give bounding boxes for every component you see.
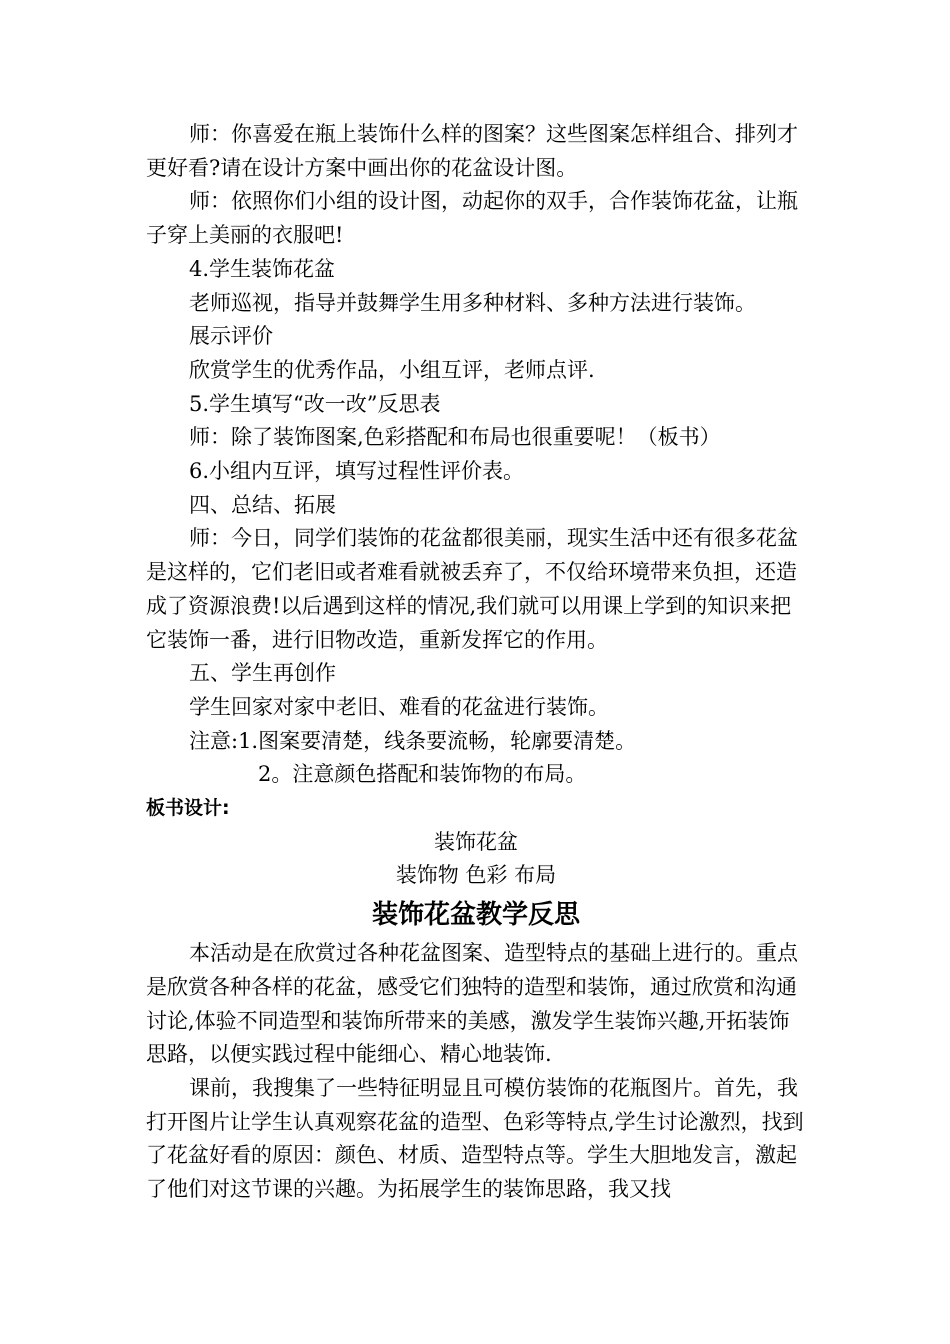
document-body xyxy=(146,118,806,1207)
section-heading: 五、学生再创作 xyxy=(189,661,336,686)
paragraph: 5.学生填写“改一改”反思表 xyxy=(189,391,441,416)
paragraph: 老师巡视，指导并鼓舞学生用多种材料、多种方法进行装饰。 xyxy=(189,290,756,315)
paragraph: 师：依照你们小组的设计图，动起你的双手，合作装饰花盆，让瓶子穿上美丽的衣服吧! xyxy=(146,189,798,248)
paragraph: 师：你喜爱在瓶上装饰什么样的图案？这些图案怎样组合、排列才更好看?请在设计方案中画出你的花盆设计图。 xyxy=(146,122,798,180)
note-item: 2。注意颜色搭配和装饰物的布局。 xyxy=(258,762,587,787)
paragraph: 课前，我搜集了一些特征明显且可模仿装饰的花瓶图片。首先，我打开图片让学生认真观察花盆的造型、色彩等特点,学生讨论激烈，找到了花盆好看的原因：颜色、材质、造型特点等。学生大胆地发言，激起了他们对这节课的兴趣。为拓展学生的装饰思路，我又找 xyxy=(146,1075,804,1202)
paragraph: 师：除了装饰图案,色彩搭配和布局也很重要呢！（板书） xyxy=(189,425,721,450)
note-item: 注意:1.图案要清楚，线条要流畅，轮廓要清楚。 xyxy=(189,728,637,753)
paragraph: 学生回家对家中老旧、难看的花盆进行装饰。 xyxy=(189,694,609,719)
board-design-label: 板书设计: xyxy=(146,797,230,820)
paragraph: 本活动是在欣赏过各种花盆图案、造型特点的基础上进行的。重点是欣赏各种各样的花盆，感受它们独特的造型和装饰，通过欣赏和沟通讨论,体验不同造型和装饰所带来的美感，激发学生装饰兴趣,开拓装饰思路，以便实践过程中能细心、精心地装饰. xyxy=(146,941,798,1067)
paragraph: 4.学生装饰花盆 xyxy=(189,256,336,281)
board-line: 装饰物 色彩 布局 xyxy=(395,863,557,888)
paragraph: 欣赏学生的优秀作品，小组互评，老师点评. xyxy=(189,357,595,382)
board-line: 装饰花盆 xyxy=(434,829,518,854)
document-title: 装饰花盆教学反思 xyxy=(371,900,580,931)
paragraph: 展示评价 xyxy=(189,324,273,349)
section-heading: 四、总结、拓展 xyxy=(189,492,336,517)
paragraph: 师：今日，同学们装饰的花盆都很美丽，现实生活中还有很多花盆是这样的，它们老旧或者难看就被丢弃了，不仅给环境带来负担，还造成了资源浪费!以后遇到这样的情况,我们就可以用课上学到的知识来把它装饰一番，进行旧物改造，重新发挥它的作用。 xyxy=(146,526,798,652)
paragraph: 6.小组内互评，填写过程性评价表。 xyxy=(189,459,525,484)
